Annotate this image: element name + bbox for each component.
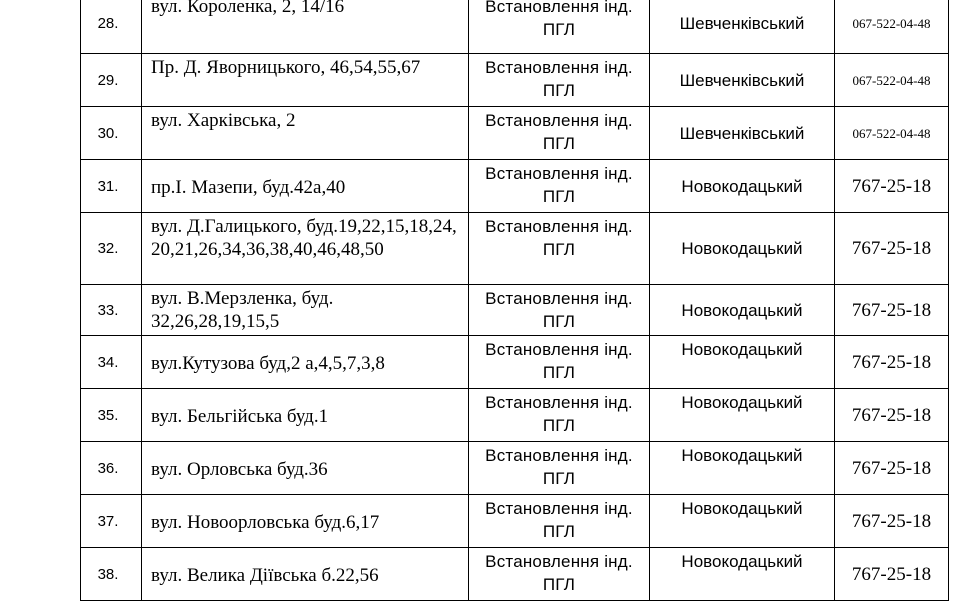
work-type-cell: Встановлення інд. ПГЛ <box>469 495 650 548</box>
district-cell: Новокодацький <box>650 285 835 336</box>
work-type-cell: Встановлення інд. ПГЛ <box>469 285 650 336</box>
phone-cell: 767-25-18 <box>835 389 949 442</box>
row-number: 28. <box>81 0 142 54</box>
address-cell: вул. В.Мерзленка, буд. 32,26,28,19,15,5 <box>142 285 469 336</box>
phone-cell: 067-522-04-48 <box>835 0 949 54</box>
row-number: 30. <box>81 107 142 160</box>
district-cell: Новокодацький <box>650 213 835 285</box>
table-row <box>81 389 949 442</box>
district-cell: Новокодацький <box>650 160 835 213</box>
work-type-cell: Встановлення інд. ПГЛ <box>469 54 650 107</box>
district-cell: Новокодацький <box>650 548 835 601</box>
address-cell: вул.Кутузова буд,2 а,4,5,7,3,8 <box>142 336 469 389</box>
phone-cell: 767-25-18 <box>835 285 949 336</box>
table-row <box>81 442 949 495</box>
work-type-cell: Встановлення інд. ПГЛ <box>469 389 650 442</box>
row-number: 36. <box>81 442 142 495</box>
row-number: 35. <box>81 389 142 442</box>
address-cell: вул. Д.Галицького, буд.19,22,15,18,24,20,21,26,34,36,38,40,46,48,50 <box>142 213 469 285</box>
table-row <box>81 107 949 160</box>
district-cell: Новокодацький <box>650 336 835 389</box>
works-table <box>80 0 949 601</box>
district-cell: Новокодацький <box>650 389 835 442</box>
row-number: 31. <box>81 160 142 213</box>
address-cell: вул. Новоорловська буд.6,17 <box>142 495 469 548</box>
work-type-cell: Встановлення інд. ПГЛ <box>469 0 650 54</box>
phone-cell: 767-25-18 <box>835 442 949 495</box>
row-number: 34. <box>81 336 142 389</box>
phone-cell: 067-522-04-48 <box>835 54 949 107</box>
work-type-cell: Встановлення інд. ПГЛ <box>469 160 650 213</box>
table-row <box>81 285 949 336</box>
phone-cell: 767-25-18 <box>835 336 949 389</box>
address-cell: вул. Орловська буд.36 <box>142 442 469 495</box>
district-cell: Новокодацький <box>650 442 835 495</box>
phone-cell: 767-25-18 <box>835 495 949 548</box>
table-row <box>81 213 949 285</box>
phone-cell: 767-25-18 <box>835 213 949 285</box>
row-number: 29. <box>81 54 142 107</box>
address-cell: вул. Велика Діївська б.22,56 <box>142 548 469 601</box>
work-type-cell: Встановлення інд. ПГЛ <box>469 107 650 160</box>
address-cell: вул. Короленка, 2, 14/16 <box>142 0 469 54</box>
address-cell: вул. Бельгійська буд.1 <box>142 389 469 442</box>
address-cell: пр.І. Мазепи, буд.42а,40 <box>142 160 469 213</box>
phone-cell: 767-25-18 <box>835 548 949 601</box>
work-type-cell: Встановлення інд. ПГЛ <box>469 548 650 601</box>
work-type-cell: Встановлення інд. ПГЛ <box>469 213 650 285</box>
district-cell: Шевченківський <box>650 0 835 54</box>
district-cell: Шевченківський <box>650 54 835 107</box>
table-row <box>81 336 949 389</box>
row-number: 33. <box>81 285 142 336</box>
address-cell: вул. Харківська, 2 <box>142 107 469 160</box>
table-row <box>81 160 949 213</box>
table-row <box>81 495 949 548</box>
table-row <box>81 54 949 107</box>
address-cell: Пр. Д. Яворницького, 46,54,55,67 <box>142 54 469 107</box>
phone-cell: 767-25-18 <box>835 160 949 213</box>
district-cell: Новокодацький <box>650 495 835 548</box>
row-number: 38. <box>81 548 142 601</box>
work-type-cell: Встановлення інд. ПГЛ <box>469 442 650 495</box>
district-cell: Шевченківський <box>650 107 835 160</box>
table-row <box>81 0 949 54</box>
phone-cell: 067-522-04-48 <box>835 107 949 160</box>
work-type-cell: Встановлення інд. ПГЛ <box>469 336 650 389</box>
row-number: 32. <box>81 213 142 285</box>
row-number: 37. <box>81 495 142 548</box>
table-row <box>81 548 949 601</box>
